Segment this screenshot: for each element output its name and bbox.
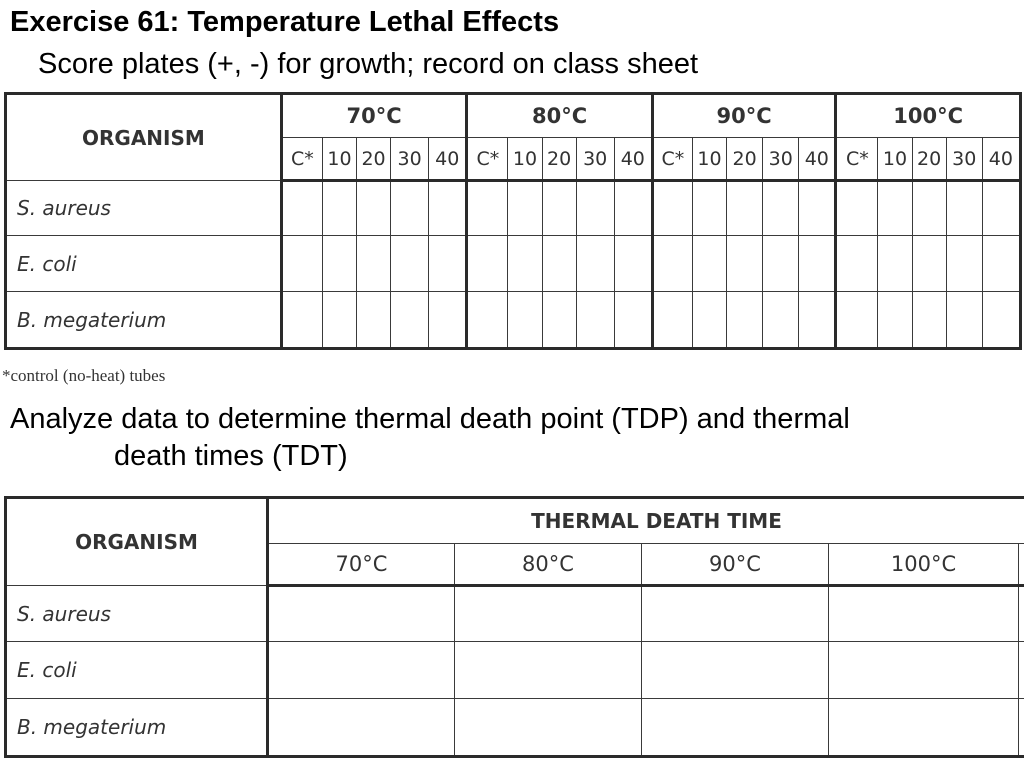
score-cell[interactable] — [508, 236, 542, 292]
tdt-cell[interactable] — [1019, 699, 1024, 757]
subcol-20: 20 — [727, 138, 763, 181]
organism-name: B. megaterium — [6, 292, 282, 349]
subcol-30: 30 — [763, 138, 799, 181]
subcol-40: 40 — [614, 138, 652, 181]
score-cell[interactable] — [946, 236, 982, 292]
score-cell[interactable] — [357, 236, 391, 292]
subcol-30: 30 — [391, 138, 429, 181]
subcol-40: 40 — [429, 138, 467, 181]
score-cell[interactable] — [692, 292, 726, 349]
table-row — [6, 181, 1021, 236]
exercise-subtitle: Score plates (+, -) for growth; record on class sheet — [38, 48, 699, 80]
score-cell[interactable] — [391, 236, 429, 292]
score-cell[interactable] — [429, 236, 467, 292]
tdt-cell[interactable] — [642, 642, 829, 699]
instruction-line-1: Analyze data to determine thermal death point (TDP) and thermal — [10, 403, 850, 435]
tdt-cell[interactable] — [642, 699, 829, 757]
score-cell[interactable] — [912, 292, 946, 349]
score-cell[interactable] — [652, 236, 692, 292]
score-cell[interactable] — [982, 181, 1020, 236]
score-cell[interactable] — [982, 292, 1020, 349]
organism-name: E. coli — [6, 236, 282, 292]
subcol-20: 20 — [357, 138, 391, 181]
thermal-death-time-header: THERMAL DEATH TIME — [268, 498, 1024, 544]
score-cell[interactable] — [467, 292, 508, 349]
score-cell[interactable] — [727, 292, 763, 349]
tdt-cell[interactable] — [455, 699, 642, 757]
organism-column-header: ORGANISM — [6, 94, 282, 181]
score-cell[interactable] — [322, 236, 356, 292]
score-cell[interactable] — [878, 181, 912, 236]
tdt-cell[interactable] — [1019, 586, 1024, 642]
analysis-instruction — [10, 401, 1015, 475]
score-cell[interactable] — [542, 181, 576, 236]
score-cell[interactable] — [357, 292, 391, 349]
score-cell[interactable] — [946, 292, 982, 349]
table-row — [6, 642, 1024, 699]
tdt-cell[interactable] — [829, 642, 1019, 699]
score-cell[interactable] — [322, 292, 356, 349]
score-cell[interactable] — [652, 292, 692, 349]
organism-name: E. coli — [6, 642, 268, 699]
score-cell[interactable] — [614, 236, 652, 292]
organism-name: S. aureus — [6, 586, 268, 642]
score-cell[interactable] — [763, 236, 799, 292]
subcol-10: 10 — [878, 138, 912, 181]
tdt-cell[interactable] — [268, 586, 455, 642]
instruction-line-2: death times (TDT) — [114, 440, 348, 472]
organism-column-header: ORGANISM — [6, 498, 268, 586]
subcol-40: 40 — [982, 138, 1020, 181]
score-cell[interactable] — [763, 292, 799, 349]
tdt-temp-100: 100°C — [829, 544, 1019, 586]
score-cell[interactable] — [614, 181, 652, 236]
subcol-control: C* — [652, 138, 692, 181]
tdt-cell[interactable] — [455, 586, 642, 642]
table-row — [6, 292, 1021, 349]
score-cell[interactable] — [692, 236, 726, 292]
score-cell[interactable] — [878, 292, 912, 349]
tdt-cell[interactable] — [268, 642, 455, 699]
score-cell[interactable] — [576, 181, 614, 236]
score-cell[interactable] — [391, 181, 429, 236]
subcol-40: 40 — [799, 138, 836, 181]
score-cell[interactable] — [836, 236, 878, 292]
tdt-cell[interactable] — [642, 586, 829, 642]
score-cell[interactable] — [281, 292, 322, 349]
temp-header-90: 90°C — [652, 94, 836, 138]
score-cell[interactable] — [763, 181, 799, 236]
score-cell[interactable] — [799, 236, 836, 292]
tdt-cell[interactable] — [268, 699, 455, 757]
tdt-temp-70: 70°C — [268, 544, 455, 586]
organism-name: S. aureus — [6, 181, 282, 236]
tdt-cell[interactable] — [1019, 642, 1024, 699]
temp-header-80: 80°C — [467, 94, 653, 138]
score-cell[interactable] — [429, 181, 467, 236]
score-cell[interactable] — [912, 236, 946, 292]
score-cell[interactable] — [281, 181, 322, 236]
table-row — [6, 586, 1024, 642]
subcol-10: 10 — [692, 138, 726, 181]
score-cell[interactable] — [322, 181, 356, 236]
score-cell[interactable] — [467, 181, 508, 236]
growth-score-table — [4, 92, 1022, 350]
subcol-10: 10 — [508, 138, 542, 181]
table-row — [6, 699, 1024, 757]
subcol-10: 10 — [322, 138, 356, 181]
control-footnote: *control (no-heat) tubes — [2, 366, 166, 385]
score-cell[interactable] — [576, 292, 614, 349]
score-cell[interactable] — [357, 181, 391, 236]
score-cell[interactable] — [836, 292, 878, 349]
score-cell[interactable] — [508, 181, 542, 236]
score-cell[interactable] — [799, 181, 836, 236]
score-cell[interactable] — [727, 236, 763, 292]
score-cell[interactable] — [912, 181, 946, 236]
score-cell[interactable] — [391, 292, 429, 349]
subcol-30: 30 — [946, 138, 982, 181]
tdt-cell[interactable] — [455, 642, 642, 699]
score-cell[interactable] — [836, 181, 878, 236]
tdt-extra-column — [1019, 544, 1024, 586]
subcol-control: C* — [467, 138, 508, 181]
score-cell[interactable] — [508, 292, 542, 349]
score-cell[interactable] — [878, 236, 912, 292]
tdt-cell[interactable] — [829, 699, 1019, 757]
score-cell[interactable] — [727, 181, 763, 236]
score-cell[interactable] — [982, 236, 1020, 292]
score-cell[interactable] — [692, 181, 726, 236]
organism-name: B. megaterium — [6, 699, 268, 757]
score-cell[interactable] — [614, 292, 652, 349]
score-cell[interactable] — [946, 181, 982, 236]
subcol-30: 30 — [576, 138, 614, 181]
thermal-death-time-table — [4, 496, 1024, 758]
subcol-20: 20 — [912, 138, 946, 181]
score-cell[interactable] — [429, 292, 467, 349]
score-cell[interactable] — [576, 236, 614, 292]
score-cell[interactable] — [799, 292, 836, 349]
table-row — [6, 236, 1021, 292]
exercise-title: Exercise 61: Temperature Lethal Effects — [10, 6, 560, 38]
score-cell[interactable] — [652, 181, 692, 236]
tdt-temp-80: 80°C — [455, 544, 642, 586]
score-cell[interactable] — [542, 236, 576, 292]
subcol-control: C* — [836, 138, 878, 181]
temp-header-100: 100°C — [836, 94, 1021, 138]
subcol-20: 20 — [542, 138, 576, 181]
tdt-temp-90: 90°C — [642, 544, 829, 586]
score-cell[interactable] — [542, 292, 576, 349]
tdt-cell[interactable] — [829, 586, 1019, 642]
subcol-control: C* — [281, 138, 322, 181]
temp-header-70: 70°C — [281, 94, 467, 138]
score-cell[interactable] — [281, 236, 322, 292]
score-cell[interactable] — [467, 236, 508, 292]
